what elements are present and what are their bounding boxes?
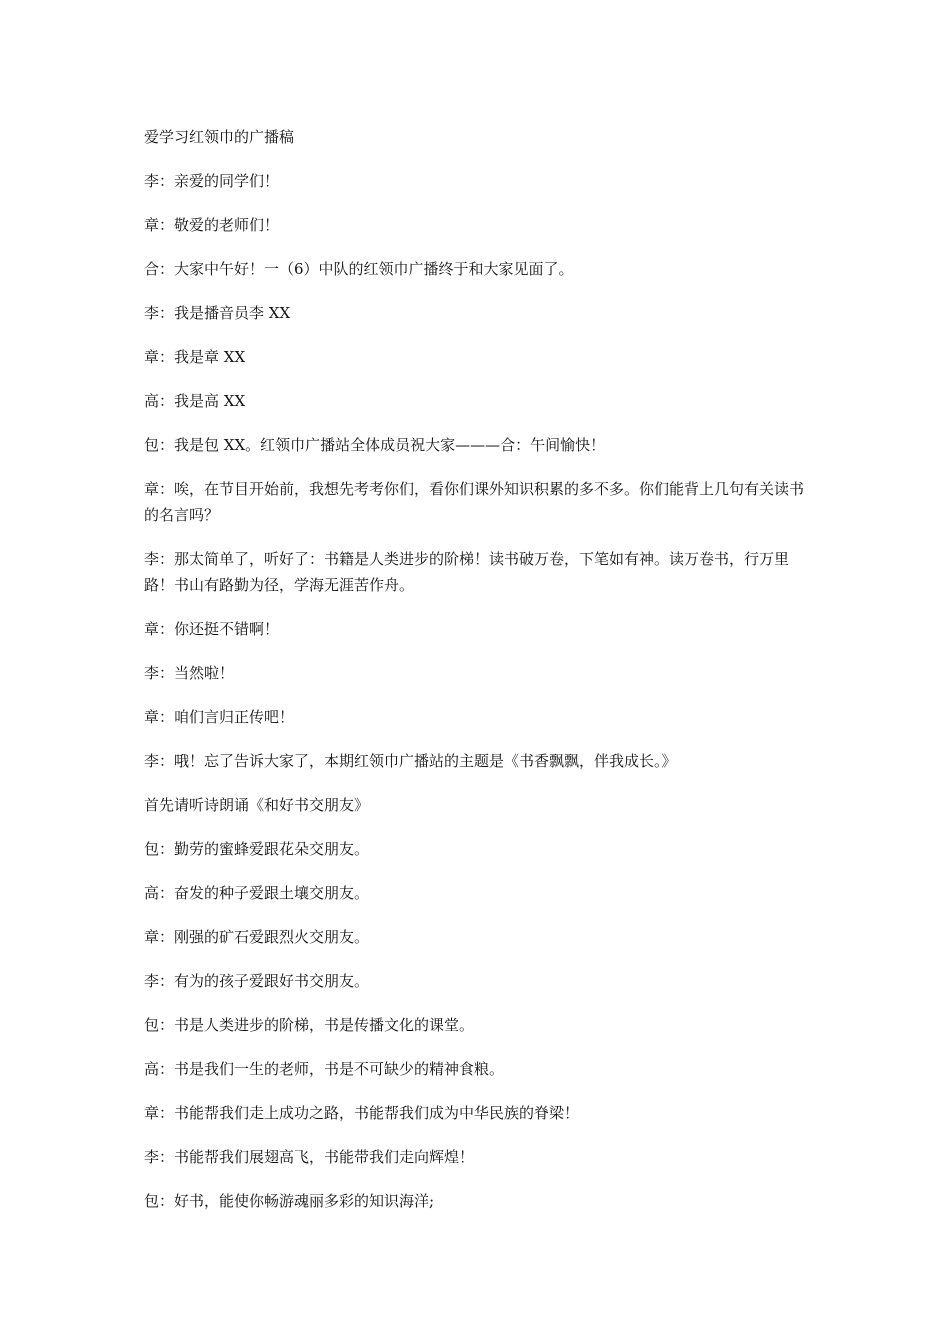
paragraph: 章：唉，在节目开始前，我想先考考你们，看你们课外知识积累的多不多。你们能背上几句有关读书的名言吗？ (144, 480, 805, 524)
paragraph: 包：我是包 XX。红领巾广播站全体成员祝大家———合：午间愉快！ (144, 436, 606, 454)
paragraph: 包：书是人类进步的阶梯，书是传播文化的课堂。 (144, 1016, 475, 1034)
paragraph: 章：我是章 XX (144, 348, 246, 366)
paragraph: 李：亲爱的同学们！ (144, 172, 280, 190)
paragraph: 章：书能帮我们走上成功之路，书能帮我们成为中华民族的脊梁！ (144, 1104, 580, 1122)
paragraph: 章：咱们言归正传吧！ (144, 708, 295, 726)
document-title: 爱学习红领巾的广播稿 (144, 128, 295, 146)
paragraph: 李：哦！忘了告诉大家了，本期红领巾广播站的主题是《书香飘飘，伴我成长。》 (144, 752, 677, 770)
document-body (144, 124, 814, 1232)
paragraph: 李：书能帮我们展翅高飞，书能带我们走向辉煌！ (144, 1148, 475, 1166)
paragraph: 章：刚强的矿石爱跟烈火交朋友。 (144, 928, 370, 946)
paragraph: 李：那太简单了，听好了：书籍是人类进步的阶梯！读书破万卷，下笔如有神。读万卷书，行万里路！书山有路勤为径，学海无涯苦作舟。 (144, 550, 790, 594)
paragraph: 高：书是我们一生的老师，书是不可缺少的精神食粮。 (144, 1060, 505, 1078)
paragraph: 章：你还挺不错啊！ (144, 620, 280, 638)
paragraph: 合：大家中午好！一（6）中队的红领巾广播终于和大家见面了。 (144, 260, 574, 278)
paragraph: 首先请听诗朗诵《和好书交朋友》 (144, 796, 370, 814)
paragraph: 高：我是高 XX (144, 392, 246, 410)
paragraph: 李：当然啦！ (144, 664, 235, 682)
paragraph: 包：勤劳的蜜蜂爱跟花朵交朋友。 (144, 840, 370, 858)
paragraph: 李：有为的孩子爱跟好书交朋友。 (144, 972, 370, 990)
paragraph: 章：敬爱的老师们！ (144, 216, 280, 234)
paragraph: 李：我是播音员李 XX (144, 304, 291, 322)
paragraph: 高：奋发的种子爱跟土壤交朋友。 (144, 884, 370, 902)
paragraph: 包：好书，能使你畅游魂丽多彩的知识海洋; (144, 1192, 435, 1210)
